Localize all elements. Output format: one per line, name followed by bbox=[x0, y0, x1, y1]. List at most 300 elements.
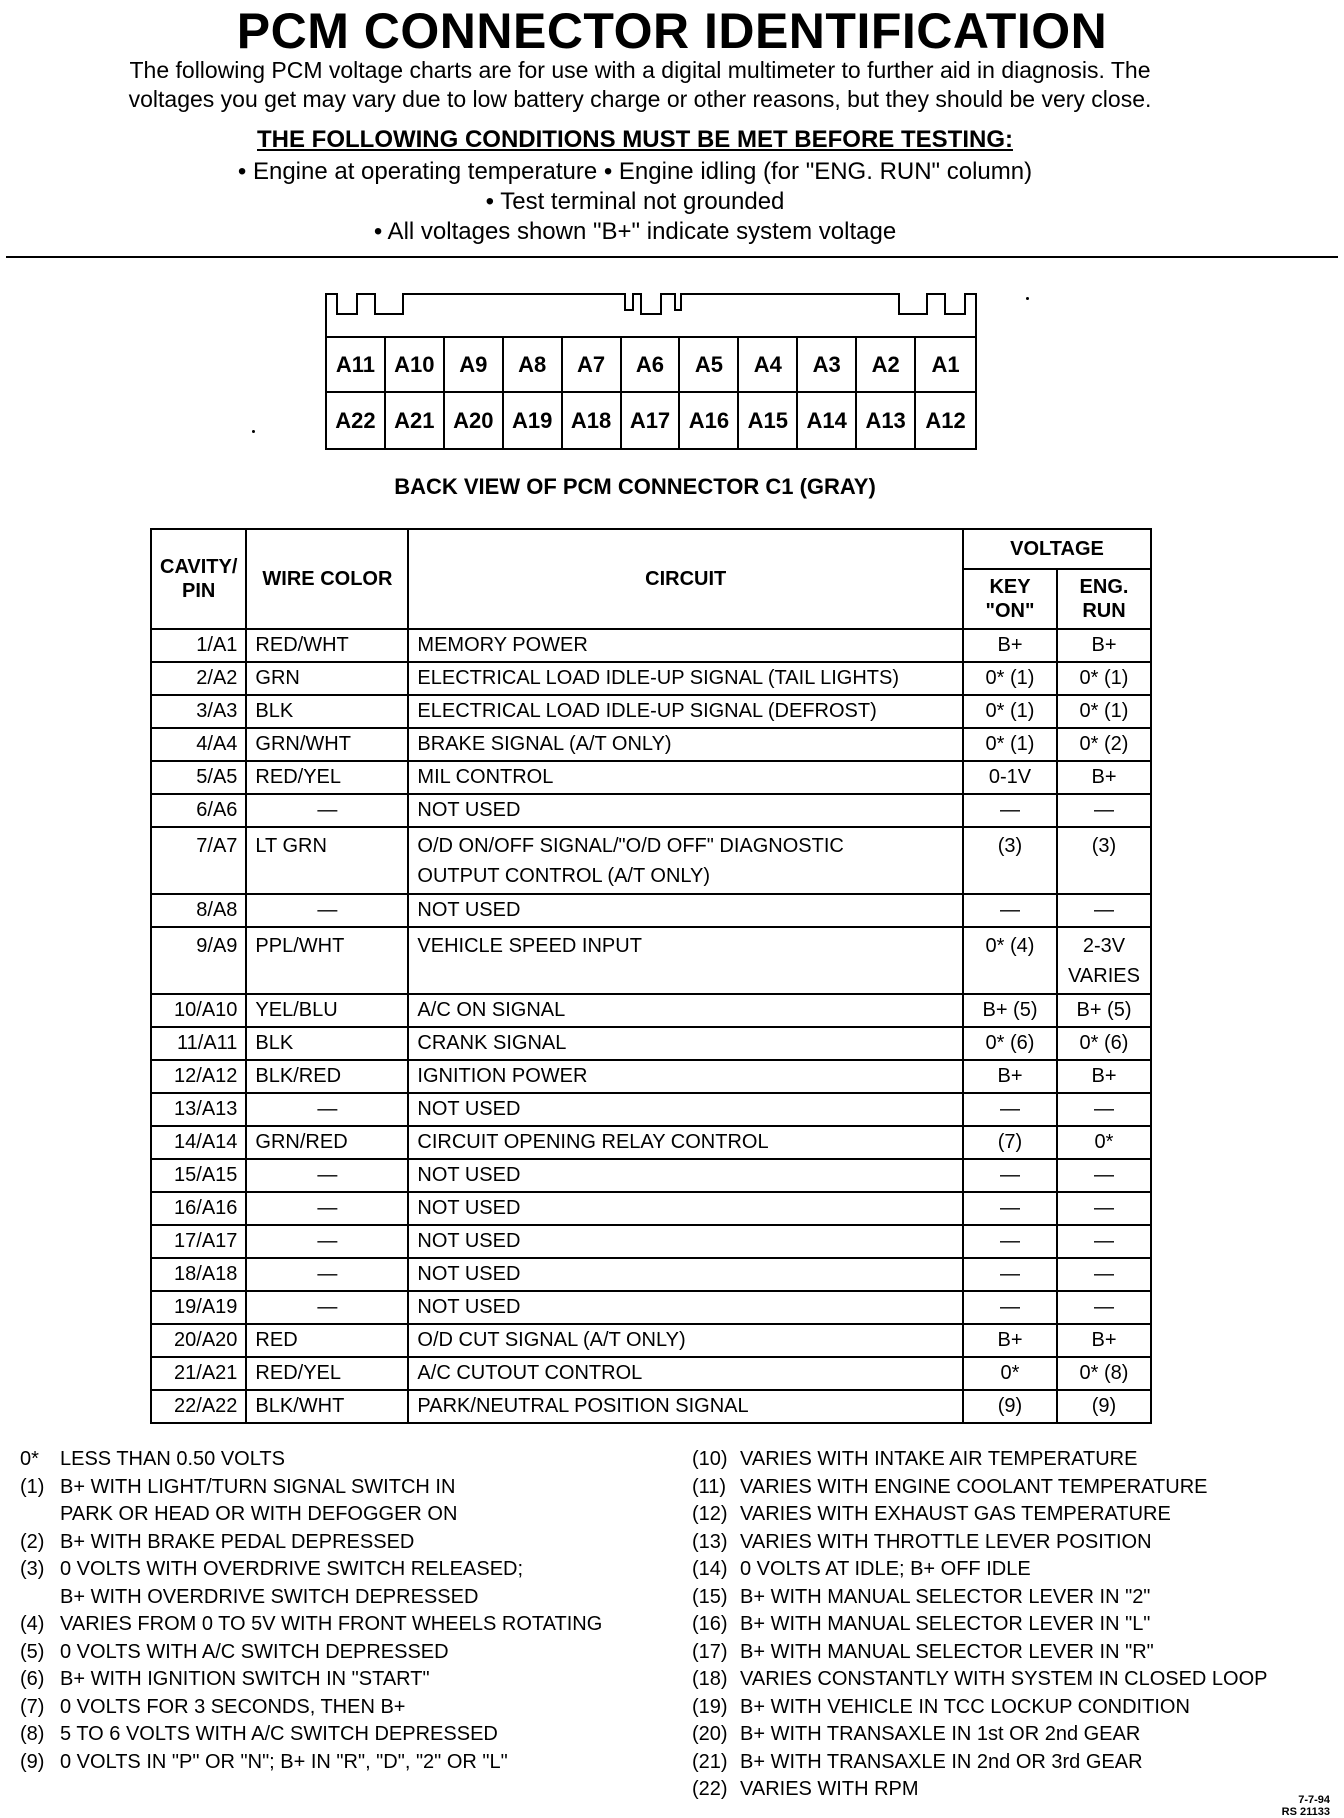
connector-latch-outline bbox=[325, 288, 977, 340]
footnote-text: VARIES WITH EXHAUST GAS TEMPERATURE bbox=[740, 1503, 1171, 1525]
cell-key-on bbox=[963, 827, 1057, 894]
cell-circuit bbox=[408, 794, 963, 827]
footnote bbox=[692, 1611, 1332, 1639]
wire-color-label: LT GRN bbox=[255, 835, 327, 857]
cell-eng-run bbox=[1057, 1192, 1151, 1225]
circuit-label: MIL CONTROL bbox=[417, 766, 554, 788]
pin-label: 8/A8 bbox=[196, 899, 238, 921]
pin-label: 5/A5 bbox=[196, 766, 238, 788]
page-title: PCM CONNECTOR IDENTIFICATION bbox=[236, 3, 1108, 59]
pin-label: 15/A15 bbox=[174, 1164, 238, 1186]
eng-run-voltage: 0* (6) bbox=[1079, 1032, 1129, 1054]
cell-eng-run bbox=[1057, 1159, 1151, 1192]
cell-pin bbox=[151, 695, 246, 728]
eng-run-voltage-line-2: VARIES bbox=[1068, 965, 1140, 987]
cell-key-on bbox=[963, 728, 1057, 761]
cell-circuit bbox=[408, 994, 963, 1027]
key-on-voltage: 0* bbox=[1000, 1362, 1020, 1384]
wire-color-label: BLK/RED bbox=[255, 1065, 342, 1087]
cell-circuit bbox=[408, 1390, 963, 1423]
table-row bbox=[151, 1357, 1151, 1390]
cell-circuit bbox=[408, 662, 963, 695]
eng-run-voltage: 0* (1) bbox=[1079, 667, 1129, 689]
footnote bbox=[692, 1749, 1332, 1777]
condition-line-1: • Engine at operating temperature • Engine idling (for "ENG. RUN" column) bbox=[237, 158, 1033, 185]
footnote-text: PARK OR HEAD OR WITH DEFOGGER ON bbox=[60, 1503, 458, 1525]
cell-circuit bbox=[408, 1357, 963, 1390]
cell-wire bbox=[246, 1324, 408, 1357]
footnote bbox=[692, 1584, 1332, 1612]
cell-key-on bbox=[963, 695, 1057, 728]
cell-eng-run bbox=[1057, 827, 1151, 894]
cell-circuit bbox=[408, 1126, 963, 1159]
footnote-text: 0 VOLTS WITH A/C SWITCH DEPRESSED bbox=[60, 1640, 449, 1663]
circuit-label: IGNITION POWER bbox=[417, 1065, 588, 1087]
footnote-key: (7) bbox=[20, 1695, 45, 1718]
key-on-voltage: 0-1V bbox=[988, 766, 1032, 788]
key-on-voltage: — bbox=[1000, 1164, 1020, 1186]
circuit-label: O/D CUT SIGNAL (A/T ONLY) bbox=[417, 1329, 686, 1351]
cell-pin bbox=[151, 1027, 246, 1060]
pin-label: 14/A14 bbox=[174, 1131, 238, 1153]
cell-pin bbox=[151, 1159, 246, 1192]
footnote-key: (12) bbox=[692, 1503, 728, 1525]
cell-wire bbox=[246, 662, 408, 695]
eng-run-voltage: — bbox=[1094, 1098, 1114, 1120]
circuit-label: O/D ON/OFF SIGNAL/"O/D OFF" DIAGNOSTIC bbox=[417, 835, 844, 857]
key-on-voltage: (9) bbox=[997, 1395, 1023, 1417]
table-row bbox=[151, 1192, 1151, 1225]
connector-cavity: A6 bbox=[622, 338, 681, 393]
cell-pin bbox=[151, 794, 246, 827]
wire-color-label: RED bbox=[255, 1329, 298, 1351]
key-on-voltage: — bbox=[1000, 899, 1020, 921]
circuit-label: NOT USED bbox=[417, 1230, 521, 1252]
connector-cavity: A19 bbox=[504, 393, 563, 448]
circuit-label: NOT USED bbox=[417, 1197, 521, 1219]
pin-label: 12/A12 bbox=[174, 1065, 238, 1087]
wire-color-label: — bbox=[317, 1263, 338, 1285]
pin-label: 18/A18 bbox=[174, 1263, 238, 1285]
cell-pin bbox=[151, 1258, 246, 1291]
cell-wire bbox=[246, 695, 408, 728]
connector-caption: BACK VIEW OF PCM CONNECTOR C1 (GRAY) bbox=[394, 474, 876, 499]
cell-circuit bbox=[408, 827, 963, 894]
cell-pin bbox=[151, 927, 246, 994]
eng-run-voltage: 0* (2) bbox=[1079, 733, 1129, 755]
footnote-key: (19) bbox=[692, 1695, 728, 1718]
footnote bbox=[20, 1474, 680, 1502]
footnote bbox=[692, 1501, 1332, 1529]
stamp-code: RS 21133 bbox=[1281, 1806, 1330, 1818]
cell-circuit bbox=[408, 761, 963, 794]
key-on-voltage: — bbox=[1000, 1098, 1020, 1120]
cell-pin bbox=[151, 1324, 246, 1357]
cell-eng-run bbox=[1057, 994, 1151, 1027]
cell-pin bbox=[151, 1060, 246, 1093]
table-row bbox=[151, 695, 1151, 728]
footnote bbox=[692, 1666, 1332, 1694]
connector-cavity: A22 bbox=[327, 393, 386, 448]
wire-color-label: — bbox=[317, 1164, 338, 1186]
footnote-key: (22) bbox=[692, 1778, 728, 1800]
pin-label: 11/A11 bbox=[177, 1032, 238, 1054]
cell-circuit bbox=[408, 1159, 963, 1192]
cell-eng-run bbox=[1057, 894, 1151, 927]
cell-pin bbox=[151, 629, 246, 662]
connector-cavity: A20 bbox=[445, 393, 504, 448]
footnote-key: (8) bbox=[20, 1723, 45, 1745]
cell-key-on bbox=[963, 1225, 1057, 1258]
cell-wire bbox=[246, 1390, 408, 1423]
pin-label: 2/A2 bbox=[196, 667, 238, 689]
header-wire-color: WIRE COLOR bbox=[246, 529, 408, 629]
cell-eng-run bbox=[1057, 794, 1151, 827]
footnote-key: (17) bbox=[692, 1640, 728, 1663]
pin-label: 10/A10 bbox=[174, 999, 238, 1021]
circuit-label: PARK/NEUTRAL POSITION SIGNAL bbox=[417, 1395, 749, 1417]
footnote-text: LESS THAN 0.50 VOLTS bbox=[60, 1448, 285, 1470]
table-row bbox=[151, 894, 1151, 927]
cell-wire bbox=[246, 629, 408, 662]
cell-eng-run bbox=[1057, 1291, 1151, 1324]
footnote bbox=[20, 1749, 680, 1777]
cell-eng-run bbox=[1057, 1357, 1151, 1390]
cell-pin bbox=[151, 1093, 246, 1126]
footnote-text: B+ WITH LIGHT/TURN SIGNAL SWITCH IN bbox=[60, 1475, 456, 1498]
cell-circuit bbox=[408, 1192, 963, 1225]
footnote bbox=[20, 1721, 680, 1749]
footnote-text: B+ WITH MANUAL SELECTOR LEVER IN "L" bbox=[740, 1613, 1151, 1635]
footnote bbox=[20, 1556, 680, 1584]
cell-eng-run bbox=[1057, 1258, 1151, 1291]
footnote-key: (14) bbox=[692, 1558, 728, 1580]
key-on-voltage: B+ (5) bbox=[982, 999, 1038, 1021]
cell-eng-run bbox=[1057, 1225, 1151, 1258]
footnote-key: (3) bbox=[20, 1558, 45, 1580]
cell-key-on bbox=[963, 761, 1057, 794]
footnote-key: (6) bbox=[20, 1668, 45, 1690]
header-circuit: CIRCUIT bbox=[408, 529, 963, 629]
pin-label: 3/A3 bbox=[196, 700, 238, 722]
connector-cavity: A8 bbox=[504, 338, 563, 393]
wire-color-label: — bbox=[317, 799, 338, 821]
wire-color-label: BLK bbox=[255, 700, 294, 722]
footnote-text: 0 VOLTS FOR 3 SECONDS, THEN B+ bbox=[60, 1695, 406, 1718]
cell-wire bbox=[246, 1357, 408, 1390]
footnote bbox=[20, 1694, 680, 1722]
table-row bbox=[151, 662, 1151, 695]
revision-stamp bbox=[1282, 1794, 1330, 1818]
cell-eng-run bbox=[1057, 662, 1151, 695]
table-row bbox=[151, 827, 1151, 894]
cell-pin bbox=[151, 894, 246, 927]
eng-run-voltage: 0* (8) bbox=[1079, 1362, 1129, 1384]
footnote-key: 0* bbox=[20, 1448, 39, 1470]
connector-cavity: A13 bbox=[857, 393, 916, 448]
cell-pin bbox=[151, 1126, 246, 1159]
cell-key-on bbox=[963, 1291, 1057, 1324]
key-on-voltage: 0* (6) bbox=[985, 1032, 1035, 1054]
cell-circuit bbox=[408, 894, 963, 927]
footnote bbox=[20, 1639, 680, 1667]
circuit-label: VEHICLE SPEED INPUT bbox=[417, 935, 642, 957]
eng-run-voltage: — bbox=[1094, 1263, 1114, 1285]
wire-color-label: RED/YEL bbox=[255, 766, 342, 788]
header-voltage: VOLTAGE bbox=[963, 529, 1151, 569]
pin-label: 22/A22 bbox=[174, 1395, 238, 1417]
cell-wire bbox=[246, 1192, 408, 1225]
connector-cavity: A9 bbox=[445, 338, 504, 393]
intro-line-1: The following PCM voltage charts are for use with a digital multimeter to further aid in diagnosis. The bbox=[129, 57, 1151, 83]
footnote-text: VARIES WITH THROTTLE LEVER POSITION bbox=[740, 1530, 1152, 1553]
connector-cavity: A12 bbox=[925, 407, 966, 433]
eng-run-voltage: B+ bbox=[1091, 766, 1117, 788]
cell-wire bbox=[246, 1060, 408, 1093]
cell-wire bbox=[246, 1126, 408, 1159]
cell-key-on bbox=[963, 1192, 1057, 1225]
cell-eng-run bbox=[1057, 1060, 1151, 1093]
connector-cavity: A18 bbox=[563, 393, 622, 448]
footnote bbox=[692, 1776, 1332, 1804]
eng-run-voltage: 0* (1) bbox=[1079, 700, 1129, 722]
footnote-key: (4) bbox=[20, 1613, 45, 1635]
circuit-label-line-2: OUTPUT CONTROL (A/T ONLY) bbox=[417, 865, 711, 887]
cell-wire bbox=[246, 1291, 408, 1324]
cell-circuit bbox=[408, 1060, 963, 1093]
pin-label: 9/A9 bbox=[196, 935, 238, 957]
cell-eng-run bbox=[1057, 1027, 1151, 1060]
cell-pin bbox=[151, 994, 246, 1027]
eng-run-voltage: — bbox=[1094, 1197, 1114, 1219]
footnote-text: B+ WITH TRANSAXLE IN 1st OR 2nd GEAR bbox=[740, 1723, 1141, 1745]
circuit-label: NOT USED bbox=[417, 1164, 521, 1186]
footnote-text: VARIES WITH INTAKE AIR TEMPERATURE bbox=[740, 1448, 1138, 1470]
eng-run-voltage: — bbox=[1094, 1230, 1114, 1252]
table-row bbox=[151, 1093, 1151, 1126]
footnote bbox=[692, 1529, 1332, 1557]
eng-run-voltage: — bbox=[1094, 899, 1114, 921]
eng-run-voltage: (3) bbox=[1091, 835, 1117, 857]
cell-wire bbox=[246, 1027, 408, 1060]
cell-wire bbox=[246, 827, 408, 894]
wire-color-label: YEL/BLU bbox=[255, 999, 338, 1021]
connector-diagram bbox=[325, 288, 977, 452]
footnotes-right bbox=[692, 1446, 1332, 1804]
footnote bbox=[20, 1446, 680, 1474]
key-on-voltage: 0* (1) bbox=[985, 700, 1035, 722]
divider-rule bbox=[6, 256, 1338, 258]
table-row bbox=[151, 927, 1151, 994]
pin-label: 19/A19 bbox=[174, 1296, 238, 1318]
cell-eng-run bbox=[1057, 728, 1151, 761]
eng-run-voltage: — bbox=[1094, 1296, 1114, 1318]
circuit-label: A/C CUTOUT CONTROL bbox=[417, 1362, 643, 1384]
wire-color-label: BLK/WHT bbox=[255, 1395, 345, 1417]
cell-wire bbox=[246, 1225, 408, 1258]
wire-color-label: — bbox=[317, 899, 338, 921]
eng-run-voltage: 2-3V bbox=[1082, 935, 1126, 957]
cell-key-on bbox=[963, 662, 1057, 695]
cell-key-on bbox=[963, 1357, 1057, 1390]
table-row bbox=[151, 1291, 1151, 1324]
cell-key-on bbox=[963, 927, 1057, 994]
speck bbox=[252, 430, 255, 433]
cell-key-on bbox=[963, 1324, 1057, 1357]
footnote-text: B+ WITH VEHICLE IN TCC LOCKUP CONDITION bbox=[740, 1695, 1190, 1718]
footnote-text: B+ WITH TRANSAXLE IN 2nd OR 3rd GEAR bbox=[740, 1750, 1143, 1773]
eng-run-voltage: — bbox=[1094, 1164, 1114, 1186]
table-row bbox=[151, 629, 1151, 662]
key-on-voltage: — bbox=[1000, 799, 1020, 821]
cell-eng-run bbox=[1057, 761, 1151, 794]
footnote bbox=[692, 1639, 1332, 1667]
circuit-label: NOT USED bbox=[417, 899, 521, 921]
cell-eng-run bbox=[1057, 1093, 1151, 1126]
footnote-key: (13) bbox=[692, 1530, 728, 1553]
eng-run-voltage: B+ bbox=[1091, 1329, 1117, 1351]
key-on-voltage: (7) bbox=[997, 1131, 1023, 1153]
circuit-label: CIRCUIT OPENING RELAY CONTROL bbox=[417, 1131, 769, 1153]
wire-color-label: PPL/WHT bbox=[255, 935, 345, 957]
connector-cavity: A16 bbox=[680, 393, 739, 448]
pin-voltage-table bbox=[150, 528, 1152, 1424]
circuit-label: BRAKE SIGNAL (A/T ONLY) bbox=[417, 733, 672, 755]
intro-line-2: voltages you get may vary due to low battery charge or other reasons, but they should be very close. bbox=[128, 86, 1152, 112]
circuit-label: ELECTRICAL LOAD IDLE-UP SIGNAL (TAIL LIGHTS) bbox=[417, 667, 900, 689]
stamp-date: 7-7-94 bbox=[1298, 1794, 1330, 1806]
pin-label: 17/A17 bbox=[174, 1230, 238, 1252]
cell-pin bbox=[151, 1357, 246, 1390]
wire-color-label: RED/WHT bbox=[255, 634, 349, 656]
connector-cavity: A14 bbox=[798, 393, 857, 448]
footnote bbox=[20, 1529, 680, 1557]
cell-pin bbox=[151, 1390, 246, 1423]
footnote-text: B+ WITH OVERDRIVE SWITCH DEPRESSED bbox=[60, 1585, 479, 1608]
header-key-on: KEY "ON" bbox=[963, 569, 1057, 629]
footnote-text: 0 VOLTS WITH OVERDRIVE SWITCH RELEASED; bbox=[60, 1558, 524, 1580]
footnote-key bbox=[20, 1501, 60, 1529]
cell-circuit bbox=[408, 1093, 963, 1126]
cell-pin bbox=[151, 728, 246, 761]
table-row bbox=[151, 1258, 1151, 1291]
table-row bbox=[151, 1126, 1151, 1159]
footnote-key: (15) bbox=[692, 1585, 728, 1608]
footnote-key bbox=[20, 1584, 60, 1612]
footnote bbox=[20, 1584, 680, 1612]
cell-key-on bbox=[963, 1159, 1057, 1192]
table-row bbox=[151, 794, 1151, 827]
table-row bbox=[151, 1390, 1151, 1423]
cell-eng-run bbox=[1057, 1390, 1151, 1423]
cell-wire bbox=[246, 728, 408, 761]
key-on-voltage: B+ bbox=[997, 1329, 1023, 1351]
footnote-text: 5 TO 6 VOLTS WITH A/C SWITCH DEPRESSED bbox=[60, 1723, 498, 1745]
pin-label: 16/A16 bbox=[174, 1197, 238, 1219]
cell-circuit bbox=[408, 1291, 963, 1324]
circuit-label: CRANK SIGNAL bbox=[417, 1032, 567, 1054]
footnote-text: VARIES CONSTANTLY WITH SYSTEM IN CLOSED LOOP bbox=[740, 1668, 1268, 1690]
cell-pin bbox=[151, 827, 246, 894]
cell-wire bbox=[246, 927, 408, 994]
cell-circuit bbox=[408, 629, 963, 662]
footnote-key: (21) bbox=[692, 1750, 728, 1773]
footnote-text: B+ WITH MANUAL SELECTOR LEVER IN "R" bbox=[740, 1640, 1154, 1663]
connector-cavity: A4 bbox=[739, 338, 798, 393]
wire-color-label: GRN/WHT bbox=[255, 733, 351, 755]
cell-wire bbox=[246, 761, 408, 794]
footnote-text: VARIES WITH ENGINE COOLANT TEMPERATURE bbox=[740, 1475, 1208, 1498]
key-on-voltage: — bbox=[1000, 1263, 1020, 1285]
cell-key-on bbox=[963, 1060, 1057, 1093]
header-cavity-pin: CAVITY/ PIN bbox=[151, 529, 246, 629]
table-row bbox=[151, 994, 1151, 1027]
key-on-voltage: — bbox=[1000, 1296, 1020, 1318]
circuit-label: NOT USED bbox=[417, 1263, 521, 1285]
wire-color-label: — bbox=[317, 1230, 338, 1252]
key-on-voltage: B+ bbox=[997, 1065, 1023, 1087]
connector-cavity: A11 bbox=[327, 338, 386, 393]
cell-eng-run bbox=[1057, 1126, 1151, 1159]
table-row bbox=[151, 1324, 1151, 1357]
cell-circuit bbox=[408, 927, 963, 994]
key-on-voltage: (3) bbox=[997, 835, 1023, 857]
connector-cavity: A5 bbox=[680, 338, 739, 393]
condition-line-2: • Test terminal not grounded bbox=[485, 188, 785, 215]
footnote bbox=[20, 1501, 680, 1529]
key-on-voltage: 0* (1) bbox=[985, 667, 1035, 689]
table-row bbox=[151, 761, 1151, 794]
cell-wire bbox=[246, 1258, 408, 1291]
footnote bbox=[692, 1446, 1332, 1474]
cell-circuit bbox=[408, 1027, 963, 1060]
footnote-key: (11) bbox=[692, 1475, 727, 1498]
wire-color-label: — bbox=[317, 1098, 338, 1120]
cell-wire bbox=[246, 1093, 408, 1126]
cell-wire bbox=[246, 794, 408, 827]
footnote-key: (16) bbox=[692, 1613, 728, 1635]
footnote bbox=[692, 1556, 1332, 1584]
footnote-text: VARIES FROM 0 TO 5V WITH FRONT WHEELS ROTATING bbox=[60, 1613, 603, 1635]
connector-cavity: A15 bbox=[739, 393, 798, 448]
footnote-key: (1) bbox=[20, 1475, 45, 1498]
cell-pin bbox=[151, 662, 246, 695]
key-on-voltage: B+ bbox=[997, 634, 1023, 656]
footnote bbox=[20, 1666, 680, 1694]
footnote-text: B+ WITH MANUAL SELECTOR LEVER IN "2" bbox=[740, 1585, 1151, 1608]
eng-run-voltage: 0* bbox=[1094, 1131, 1114, 1153]
footnote-text: 0 VOLTS IN "P" OR "N"; B+ IN "R", "D", "2" OR "L" bbox=[60, 1750, 508, 1773]
footnote-text: B+ WITH IGNITION SWITCH IN "START" bbox=[60, 1668, 430, 1690]
footnote-key: (5) bbox=[20, 1640, 45, 1663]
footnote bbox=[692, 1474, 1332, 1502]
footnote bbox=[692, 1721, 1332, 1749]
eng-run-voltage: (9) bbox=[1091, 1395, 1117, 1417]
eng-run-voltage: — bbox=[1094, 799, 1114, 821]
cell-pin bbox=[151, 761, 246, 794]
table-row bbox=[151, 1159, 1151, 1192]
footnote-key: (18) bbox=[692, 1668, 728, 1690]
footnote-text: VARIES WITH RPM bbox=[740, 1778, 919, 1800]
footnote bbox=[692, 1694, 1332, 1722]
connector-cavity: A1 bbox=[916, 338, 975, 393]
cell-circuit bbox=[408, 1258, 963, 1291]
connector-cavity: A10 bbox=[386, 338, 445, 393]
pin-label: 4/A4 bbox=[196, 733, 238, 755]
footnote-key: (20) bbox=[692, 1723, 728, 1745]
table-row bbox=[151, 728, 1151, 761]
table-row bbox=[151, 1060, 1151, 1093]
